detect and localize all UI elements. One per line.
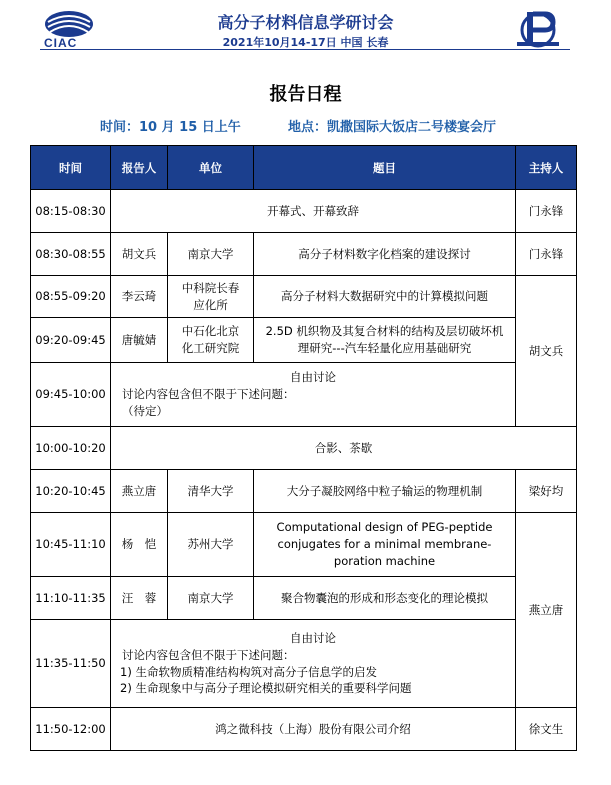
host-cell: 徐文生 (516, 708, 577, 751)
discussion-text: 讨论内容包含但不限于下述问题： (122, 647, 295, 662)
time-cell: 11:10-11:35 (31, 577, 111, 620)
time-cell: 08:30-08:55 (31, 233, 111, 276)
table-row (31, 318, 577, 363)
time-cell: 10:20-10:45 (31, 470, 111, 513)
title-cell: 合影、茶歇 (111, 427, 577, 470)
table-row (31, 276, 577, 318)
header-divider (40, 49, 570, 50)
discussion-item: 2) 生命现象中与高分子理论模拟研究相关的重要科学问题 (120, 681, 412, 696)
unit-cell (168, 276, 254, 318)
table-row (31, 708, 577, 751)
session-location: 地点：凯撒国际大饭店二号楼宴会厅 (288, 120, 497, 135)
discussion-text: （待定） (122, 403, 168, 418)
speaker-cell: 胡文兵 (111, 233, 168, 276)
column-header-host: 主持人 (516, 146, 577, 190)
speaker-cell: 李云琦 (111, 276, 168, 318)
title-cell (254, 318, 516, 363)
unit-line: 中科院长春 (181, 280, 240, 295)
table-row (31, 427, 577, 470)
title-cell: 大分子凝胶网络中粒子输运的物理机制 (254, 470, 516, 513)
host-cell: 门永锋 (516, 233, 577, 276)
time-cell: 10:45-11:10 (31, 513, 111, 577)
ciac-logo-text: CIAC (44, 36, 78, 50)
host-cell: 梁好均 (516, 470, 577, 513)
discussion-item: 1) 生命软物质精准结构构筑对高分子信息学的启发 (120, 664, 377, 679)
speaker-cell: 汪 蓉 (111, 577, 168, 620)
time-cell: 11:50-12:00 (31, 708, 111, 751)
title-cell (254, 513, 516, 577)
unit-line: 中石化北京 (181, 324, 240, 339)
title-cell: 高分子材料大数据研究中的计算模拟问题 (254, 276, 516, 318)
column-header-speaker: 报告人 (111, 146, 168, 190)
title-line: 2.5D 机织物及其复合材料的结构及层切破坏机 (265, 324, 504, 339)
time-cell: 08:55-09:20 (31, 276, 111, 318)
table-header-row (31, 146, 577, 190)
time-cell: 10:00-10:20 (31, 427, 111, 470)
time-cell: 09:20-09:45 (31, 318, 111, 363)
column-header-unit: 单位 (168, 146, 254, 190)
title-line: conjugates for a minimal membrane- (277, 537, 492, 552)
speaker-cell: 杨 恺 (111, 513, 168, 577)
column-header-time: 时间 (31, 146, 111, 190)
table-row (31, 190, 577, 233)
title-cell: 高分子材料数字化档案的建设探讨 (254, 233, 516, 276)
table-row (31, 577, 577, 620)
title-line: Computational design of PEG-peptide (276, 520, 493, 535)
column-header-title: 题目 (254, 146, 516, 190)
conference-date: 2021年10月14-17日 中国 长春 (222, 36, 389, 49)
title-cell: 聚合物囊泡的形成和形态变化的理论模拟 (254, 577, 516, 620)
unit-cell: 清华大学 (168, 470, 254, 513)
time-cell: 11:35-11:50 (31, 620, 111, 708)
time-cell: 09:45-10:00 (31, 363, 111, 427)
table-row (31, 470, 577, 513)
schedule-table (30, 145, 577, 751)
conference-title: 高分子材料信息学研讨会 (217, 13, 394, 32)
unit-cell: 苏州大学 (168, 513, 254, 577)
table-row (31, 513, 577, 577)
unit-cell: 南京大学 (168, 233, 254, 276)
discussion-heading: 自由讨论 (290, 370, 336, 385)
discussion-cell (111, 363, 516, 427)
host-cell: 胡文兵 (516, 276, 577, 427)
discussion-cell (111, 620, 516, 708)
title-cell: 鸿之微科技（上海）股份有限公司介绍 (111, 708, 516, 751)
unit-line: 化工研究院 (181, 341, 240, 355)
table-row (31, 620, 577, 708)
discussion-text: 讨论内容包含但不限于下述问题： (122, 387, 295, 402)
title-line: 理研究---汽车轻量化应用基础研究 (297, 341, 472, 355)
time-cell: 08:15-08:30 (31, 190, 111, 233)
title-line: poration machine (333, 553, 436, 568)
table-row (31, 233, 577, 276)
speaker-cell: 唐毓婧 (111, 318, 168, 363)
page-header (0, 0, 611, 60)
table-row (31, 363, 577, 427)
unit-line: 应化所 (193, 297, 228, 312)
discussion-heading: 自由讨论 (290, 631, 336, 646)
host-cell: 门永锋 (516, 190, 577, 233)
session-time: 时间：10 月 15 日上午 (100, 120, 241, 135)
speaker-cell: 燕立唐 (111, 470, 168, 513)
unit-cell: 南京大学 (168, 577, 254, 620)
title-cell: 开幕式、开幕致辞 (111, 190, 516, 233)
page-title: 报告日程 (269, 84, 342, 105)
unit-cell (168, 318, 254, 363)
host-cell: 燕立唐 (516, 513, 577, 708)
society-logo (513, 8, 563, 50)
